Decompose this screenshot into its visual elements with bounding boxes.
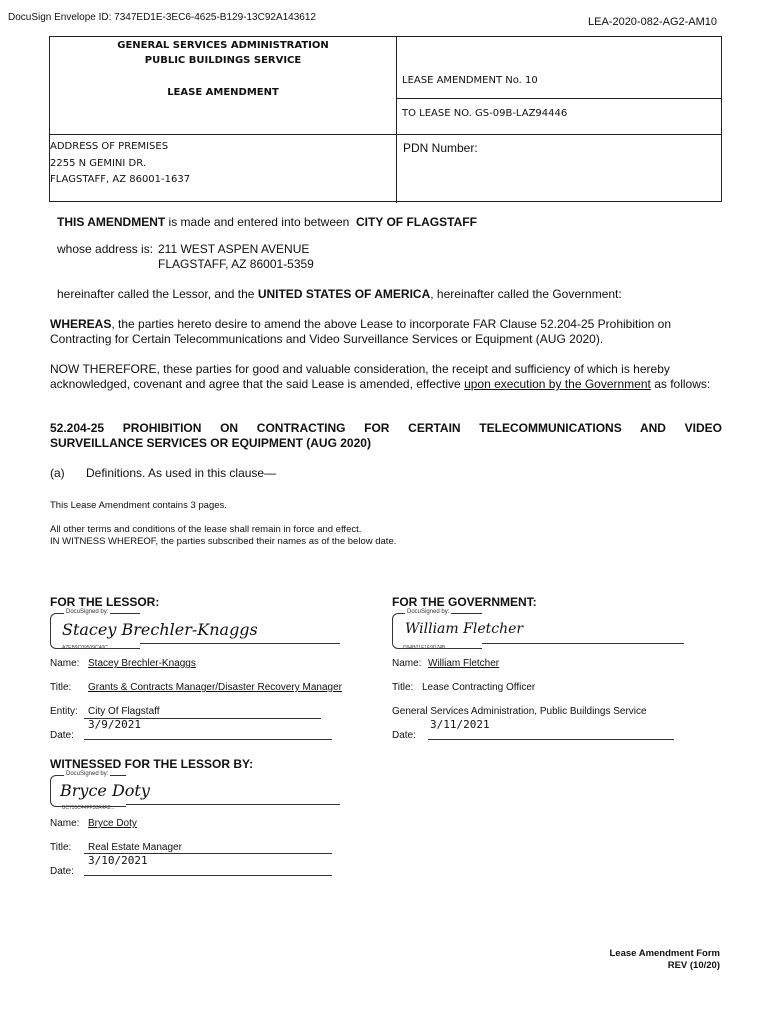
header-divider-right <box>396 98 722 99</box>
address-prefix: whose address is: <box>57 242 154 256</box>
docusign-envelope-id: DocuSign Envelope ID: 7347ED1E-3EC6-4625-B129-13C92A143612 <box>8 12 316 23</box>
now-therefore-text-1: NOW THEREFORE, these parties for good and valuable consideration, the receipt and sufficiency of which is hereby acknowledged, covenant and agree that the said Lease is amended, effective <box>50 362 670 391</box>
witness-signature-id: BC755C44FF38A4A8... <box>62 805 115 811</box>
witness-date-label: Date: <box>50 866 74 877</box>
government-docusigned-label: DocuSigned by: <box>407 609 450 615</box>
witness-heading: WITNESSED FOR THE LESSOR BY: <box>50 757 254 771</box>
lessor-signature-id: A7EB9C09509C40C... <box>62 645 113 651</box>
lease-code: LEA-2020-082-AG2-AM10 <box>588 16 718 28</box>
lessor-title-label: Title: <box>50 682 72 693</box>
hereinafter-text-1: hereinafter called the Lessor, and the <box>57 287 258 301</box>
amendment-text: is made and entered into between <box>165 215 357 229</box>
lessor-address-2: FLAGSTAFF, AZ 86001-5359 <box>158 257 314 271</box>
witness-signature: Bryce Doty <box>60 781 150 800</box>
government-date: 3/11/2021 <box>430 718 490 731</box>
footer-revision: REV (10/20) <box>667 960 720 971</box>
lease-header-table <box>49 36 722 202</box>
clause-title-line-2: SURVEILLANCE SERVICES OR EQUIPMENT (AUG 2020) <box>50 436 371 450</box>
header-divider-horizontal <box>50 134 722 135</box>
government-date-label: Date: <box>392 730 416 741</box>
government-signature-line <box>482 643 684 644</box>
whereas-paragraph <box>50 317 722 347</box>
usa-name: UNITED STATES OF AMERICA <box>257 287 431 301</box>
definition-marker: (a) <box>50 466 65 480</box>
form-title: LEASE AMENDMENT <box>167 87 279 98</box>
amendment-parties <box>57 215 729 230</box>
lessor-entity-label: Entity: <box>50 706 78 717</box>
lessor-date-label: Date: <box>50 730 74 741</box>
pages-note: This Lease Amendment contains 3 pages. <box>50 500 227 511</box>
witness-docusigned-label: DocuSigned by: <box>66 771 109 777</box>
header-divider-vertical <box>396 37 397 203</box>
address-label: ADDRESS OF PREMISES <box>50 141 169 152</box>
witness-name: Bryce Doty <box>88 818 137 829</box>
hereinafter-clause <box>57 287 729 302</box>
pdn-label: PDN Number: <box>403 141 478 155</box>
lessor-signature-line <box>140 643 340 644</box>
lessor-date-line <box>84 739 332 740</box>
witness-date: 3/10/2021 <box>88 854 148 867</box>
service-name: PUBLIC BUILDINGS SERVICE <box>144 55 302 66</box>
government-heading: FOR THE GOVERNMENT: <box>392 595 537 609</box>
now-therefore-text-2: as follows: <box>650 377 711 391</box>
address-line-1: 2255 N GEMINI DR. <box>50 158 147 169</box>
form-footer <box>609 948 720 972</box>
lessor-title: Grants & Contracts Manager/Disaster Recovery Manager <box>88 682 342 693</box>
amendment-bold: THIS AMENDMENT <box>57 215 166 229</box>
lessor-docusigned-label: DocuSigned by: <box>66 609 109 615</box>
witness-whereof-note: IN WITNESS WHEREOF, the parties subscribed their names as of the below date. <box>50 536 397 547</box>
agency-name: GENERAL SERVICES ADMINISTRATION <box>117 40 329 51</box>
witness-name-label: Name: <box>50 818 80 829</box>
address-line-2: FLAGSTAFF, AZ 86001-1637 <box>50 174 191 185</box>
government-title-label: Title: <box>392 682 414 693</box>
lessor-address-1: 211 WEST ASPEN AVENUE <box>158 242 310 256</box>
witness-title: Real Estate Manager <box>88 842 182 853</box>
government-agency: General Services Administration, Public Buildings Service <box>392 706 647 717</box>
witness-title-label: Title: <box>50 842 72 853</box>
footer-form-name: Lease Amendment Form <box>609 948 720 959</box>
amendment-number: LEASE AMENDMENT No. 10 <box>402 75 538 86</box>
lessor-signature: Stacey Brechler-Knaggs <box>62 620 258 639</box>
now-therefore-paragraph <box>50 362 722 392</box>
lessor-name-label: Name: <box>50 658 80 669</box>
terms-note: All other terms and conditions of the lease shall remain in force and effect. <box>50 524 362 535</box>
hereinafter-text-2: , hereinafter called the Government: <box>430 287 622 301</box>
government-title: Lease Contracting Officer <box>422 682 536 693</box>
effective-date-phrase: upon execution by the Government <box>464 377 651 391</box>
government-name-label: Name: <box>392 658 422 669</box>
lessor-heading: FOR THE LESSOR: <box>50 595 160 609</box>
government-name: William Fletcher <box>428 658 500 669</box>
lessor-name: CITY OF FLAGSTAFF <box>356 215 477 229</box>
clause-title-line-1: 52.204-25 PROHIBITION ON CONTRACTING FOR CERTAIN TELECOMMUNICATIONS AND VIDEO <box>50 421 722 435</box>
government-signature-id: D94B01F1F9D74B... <box>403 645 450 651</box>
lease-number: TO LEASE NO. GS-09B-LAZ94446 <box>402 108 568 119</box>
definition-text: Definitions. As used in this clause— <box>86 466 277 480</box>
government-signature: William Fletcher <box>405 621 524 637</box>
whereas-bold: WHEREAS <box>50 317 112 331</box>
government-date-line <box>428 739 674 740</box>
lessor-name: Stacey Brechler-Knaggs <box>88 658 196 669</box>
lessor-entity: City Of Flagstaff <box>88 706 160 717</box>
witness-signature-line <box>126 804 340 805</box>
whereas-text: , the parties hereto desire to amend the above Lease to incorporate FAR Clause 52.204-25 Prohibition on Contracting for Certain Telecommunications and Video Surveillance Services or Equipment (AUG 2020). <box>50 317 672 346</box>
lessor-date: 3/9/2021 <box>88 718 141 731</box>
witness-date-line <box>84 875 332 876</box>
